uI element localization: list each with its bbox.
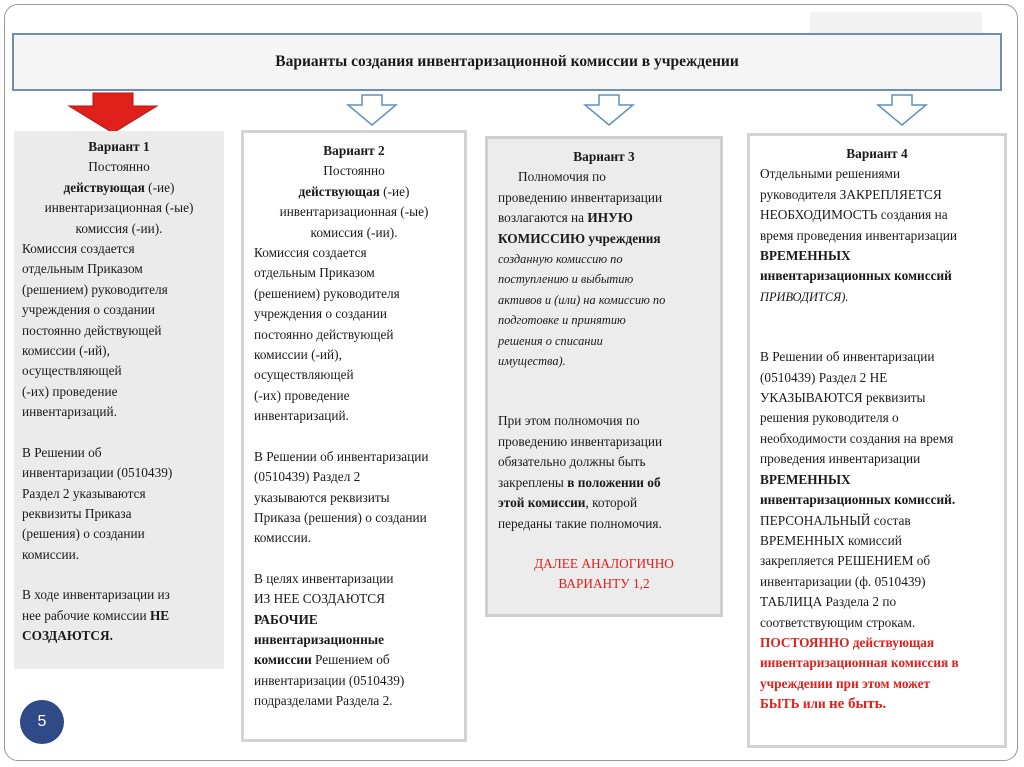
text-line: имущества). [498,354,566,369]
text-line: Постоянно [323,163,385,179]
text-line: инвентаризационная (-ые) [279,204,429,220]
red-note-line: ВАРИАНТУ 1,2 [558,576,650,592]
red-note-line: инвентаризационная комиссия в [760,655,959,671]
text-span: возлагаются на [498,210,588,226]
text-line: ВРЕМЕННЫХ комиссий [760,532,902,548]
text-line: осуществляющей [22,363,122,379]
text-span: , которой [585,495,638,511]
text-line: инвентаризационных комиссий [760,268,952,284]
text-line: ТАБЛИЦА Раздела 2 по [760,594,897,610]
text-line [254,182,454,202]
variant-4-box [747,133,1007,748]
text-line: реквизиты Приказа [22,505,132,521]
text-line: (-их) проведение [254,387,350,403]
text-line: постоянно действующей [254,326,394,342]
text-bold: действующая [298,183,380,199]
text-line: указываются реквизиты [254,489,390,505]
text-span: БЫТЬ или [760,696,829,712]
variant-3-box [485,136,723,617]
text-line: инвентаризаций. [254,408,349,424]
text-line: ИЗ НЕЕ СОЗДАЮТСЯ [254,591,385,607]
text-line: комиссия (-ии). [310,224,398,240]
title-text: Варианты создания инвентаризационной комиссии в учреждении [275,53,739,70]
text-bold: ИНУЮ [587,210,633,226]
text-line: отдельным Приказом [22,261,143,277]
text-line [498,208,710,228]
slide-title [12,33,1002,91]
text-line: ПЕРСОНАЛЬНЫЙ состав [760,512,911,528]
text-line: решения о списании [498,333,603,348]
text-line: НЕОБХОДИМОСТЬ создания на [760,207,948,223]
arrow-down-icon [876,94,928,126]
text-line: РАБОЧИЕ [254,611,318,627]
text-line: отдельным Приказом [254,265,375,281]
text-line: Комиссия создается [254,245,367,261]
text-span: Решением об [311,652,390,668]
text-line: Комиссия создается [22,241,135,257]
text-bold: комиссии [254,652,312,668]
arrow-down-icon [583,94,635,126]
text-line: поступлению и выбытию [498,272,634,287]
text-line: постоянно действующей [22,322,162,338]
text-line: Отдельными решениями [760,166,901,182]
text-line: проведению инвентаризации [498,433,663,449]
text-line: комиссия (-ии). [75,220,163,236]
text-line: учреждения о создании [22,302,155,318]
text-line: В Решении об [22,444,102,460]
text-line [498,493,710,513]
text-span: (-ие) [379,183,410,199]
variant-2-box [241,130,467,742]
text-line: подготовке и принятию [498,313,626,328]
text-span: закреплены [498,474,568,490]
page-number: 5 [37,713,47,730]
text-line: инвентаризации (ф. 0510439) [760,573,926,589]
red-note-line: ДАЛЕЕ АНАЛОГИЧНО [534,555,674,571]
text-line: инвентаризаций. [22,404,117,420]
text-line [498,473,710,493]
text-line: проведения инвентаризации [760,451,921,467]
text-line: соответствующим строкам. [760,614,916,630]
variant-1-heading: Вариант 1 [88,139,150,154]
text-line: созданную комиссию по [498,252,623,267]
text-line: комиссии. [254,530,312,546]
text-line: закрепляется РЕШЕНИЕМ об [760,553,931,569]
text-line: переданы такие полномочия. [498,515,662,531]
text-bold: в положении об [567,474,661,490]
text-line: инвентаризации (0510439) [22,465,173,481]
text-line: КОМИССИЮ учреждения [498,230,661,246]
variant-2-heading: Вариант 2 [323,143,385,158]
text-line: ВРЕМЕННЫХ [760,471,851,487]
text-line: комиссии (-ий), [254,347,342,363]
text-line: В Решении об инвентаризации [760,349,935,365]
text-line: активов и (или) на комиссию по [498,292,666,307]
text-line: инвентаризации (0510439) [254,672,405,688]
text-line: В ходе инвентаризации из [22,587,170,603]
text-line: инвентаризационных комиссий. [760,492,956,508]
text-line: (0510439) Раздел 2 НЕ [760,369,888,385]
text-line: ВРЕМЕННЫХ [760,248,851,264]
text-line: проведению инвентаризации [498,189,663,205]
text-bold: этой комиссии [498,495,586,511]
variant-1-box [14,131,224,669]
text-line: Приказа (решения) о создании [254,509,427,525]
text-line: (решением) руководителя [22,281,168,297]
text-line: ПРИВОДИТСЯ). [760,289,849,304]
text-line: решения руководителя о [760,410,899,426]
text-span: нее рабочие комиссии [22,607,150,623]
text-line: УКАЗЫВАЮТСЯ реквизиты [760,390,926,406]
text-line: обязательно должны быть [498,454,646,470]
text-bold: не быть. [828,696,887,713]
text-line: В целях инвентаризации [254,570,394,586]
text-line: необходимости создания на время [760,430,954,446]
text-bold: НЕ [149,607,170,623]
text-line: инвентаризационные [254,631,385,647]
red-note-line: ПОСТОЯННО действующая [760,634,935,650]
text-line [22,178,216,198]
text-line: (0510439) Раздел 2 [254,469,361,485]
red-arrow-down-icon [67,92,159,134]
text-line: (решения) о создании [22,526,145,542]
text-line: В Решении об инвентаризации [254,448,429,464]
text-line: (-их) проведение [22,383,118,399]
text-line: время проведения инвентаризации [760,227,957,243]
page-number-badge [20,700,64,744]
red-note-line: учреждении при этом может [760,675,931,691]
variant-3-heading: Вариант 3 [573,149,635,164]
text-line: Полномочия по [518,169,606,185]
text-line: комиссии (-ий), [22,343,110,359]
text-line: При этом полномочия по [498,413,640,429]
text-line: осуществляющей [254,367,354,383]
text-line [254,650,454,670]
text-line: руководителя ЗАКРЕПЛЯЕТСЯ [760,186,942,202]
text-line: (решением) руководителя [254,285,400,301]
red-note-line [760,694,994,714]
arrow-down-icon [346,94,398,126]
text-line [22,606,216,626]
text-bold: действующая [63,179,145,195]
text-line: комиссии. [22,546,80,562]
text-line: подразделами Раздела 2. [254,693,393,709]
text-line: инвентаризационная (-ые) [44,200,194,216]
text-line: Раздел 2 указываются [22,485,146,501]
text-line: учреждения о создании [254,306,387,322]
variant-4-heading: Вариант 4 [846,146,908,161]
text-span: (-ие) [144,179,175,195]
text-line: Постоянно [88,159,150,175]
text-line: СОЗДАЮТСЯ. [22,627,113,643]
